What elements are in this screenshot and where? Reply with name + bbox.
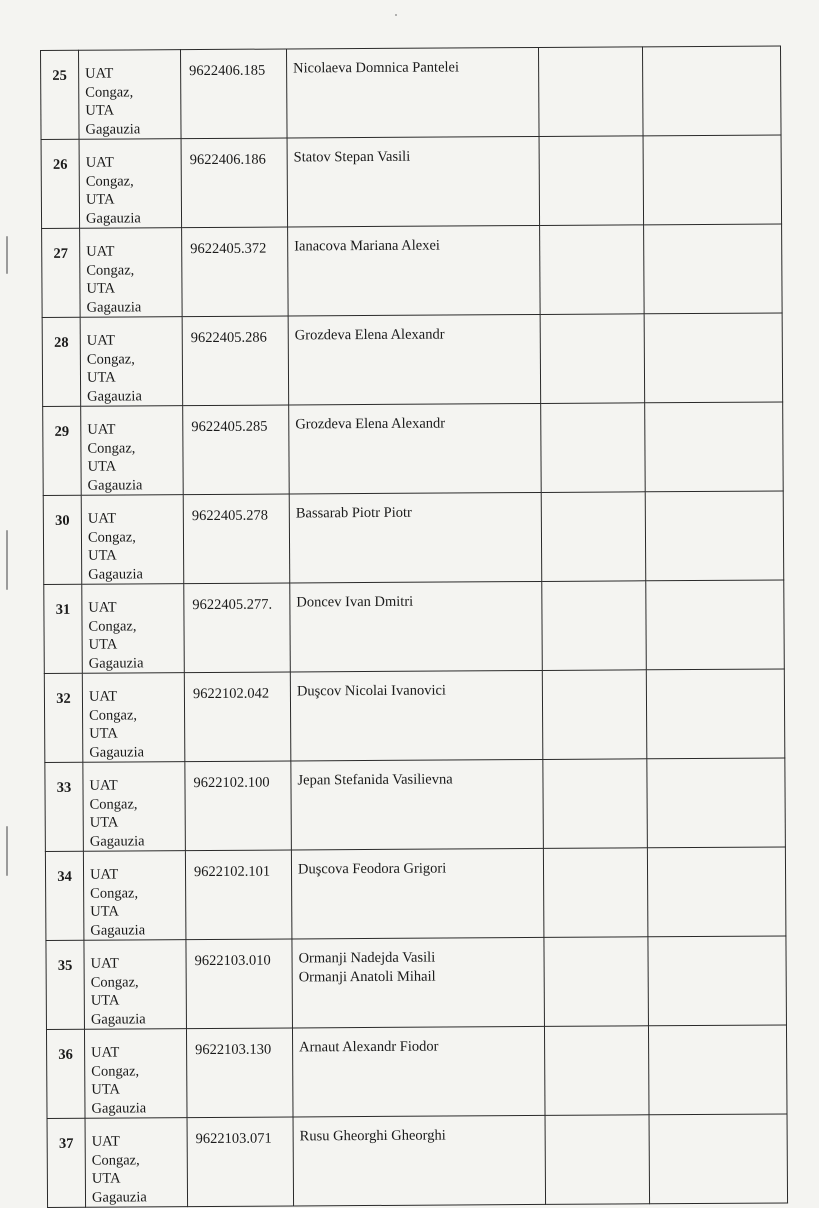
location-line: Congaz, [91, 1151, 140, 1169]
empty-cell [541, 492, 646, 582]
location-line: Gagauzia [88, 565, 144, 583]
location-cell [83, 762, 186, 852]
location-line: UAT [88, 688, 118, 705]
cadastral-code: 9622405.372 [182, 227, 289, 317]
location-line: Gagauzia [87, 387, 142, 405]
empty-cell [648, 1025, 787, 1115]
parcel-table [40, 45, 788, 1208]
location-line: UTA [91, 1081, 121, 1098]
location-line: UAT [89, 777, 118, 794]
empty-cell [540, 314, 645, 404]
empty-cell [542, 581, 647, 671]
table-row [45, 758, 786, 852]
table-row [46, 936, 787, 1030]
location-line: Congaz, [89, 706, 138, 724]
table-row [45, 847, 786, 941]
table-row [41, 46, 782, 140]
location-line: Gagauzia [91, 1188, 147, 1206]
table-row [46, 1025, 787, 1119]
location-line: Gagauzia [88, 654, 144, 672]
row-number: 36 [46, 1029, 85, 1118]
row-number: 29 [43, 406, 82, 495]
owner-name: Duşcova Feodora Grigori [297, 860, 447, 878]
cadastral-code: 9622102.101 [185, 850, 292, 940]
location-cell [79, 139, 182, 229]
empty-cell [649, 1114, 788, 1204]
paper-speck [6, 530, 8, 590]
owner-name: Ormanji Nadejda Vasili [298, 949, 436, 967]
location-line: Congaz, [88, 617, 137, 635]
location-cell [85, 1118, 188, 1208]
row-number: 34 [45, 851, 84, 940]
paper-speck [395, 14, 397, 16]
owner-cell [292, 1026, 545, 1117]
location-line: UAT [91, 1044, 120, 1061]
empty-cell [646, 669, 785, 759]
owner-name: Ormanji Anatoli Mihail [298, 968, 436, 985]
row-number: 26 [41, 139, 80, 228]
location-cell [83, 851, 186, 941]
location-line: UTA [90, 903, 119, 920]
owner-cell [291, 759, 544, 850]
table-row [44, 669, 785, 763]
empty-cell [644, 313, 783, 403]
owner-name: Jepan Stefanida Vasilievna [297, 771, 453, 789]
cadastral-code: 9622102.100 [185, 761, 292, 851]
empty-cell [645, 491, 784, 581]
row-number: 37 [47, 1118, 86, 1207]
location-line: UAT [91, 1133, 120, 1150]
row-number: 30 [43, 495, 82, 584]
owner-cell [293, 1115, 546, 1206]
cadastral-code: 9622405.286 [182, 316, 289, 406]
empty-cell [643, 135, 782, 225]
location-cell [81, 406, 184, 496]
location-line: Gagauzia [91, 1099, 147, 1117]
location-line: Congaz, [87, 528, 136, 546]
location-line: Congaz, [85, 172, 134, 190]
location-line: Congaz, [87, 439, 136, 457]
owner-name: Bassarab Piotr Piotr [295, 504, 412, 522]
location-line: Congaz, [91, 1062, 140, 1080]
location-line: UAT [86, 243, 115, 260]
owner-name: Grozdeva Elena Alexandr [295, 415, 446, 433]
location-line: Gagauzia [85, 120, 141, 138]
location-cell [84, 1029, 187, 1119]
owner-cell [288, 225, 541, 316]
cadastral-code: 9622103.071 [187, 1117, 294, 1207]
location-line: Congaz, [86, 350, 135, 368]
table-row [44, 580, 785, 674]
empty-cell [647, 758, 786, 848]
location-line: UTA [91, 1170, 121, 1187]
location-line: Gagauzia [85, 209, 141, 227]
row-number: 25 [41, 50, 80, 139]
location-cell [82, 673, 185, 763]
cadastral-code: 9622103.010 [186, 939, 293, 1029]
cadastral-code: 9622406.185 [181, 49, 288, 139]
table-row [42, 313, 783, 407]
cadastral-code: 9622103.130 [186, 1028, 293, 1118]
location-line: UAT [88, 599, 117, 616]
location-line: UAT [89, 866, 119, 883]
empty-cell [544, 937, 649, 1027]
owner-name: Rusu Gheorghi Gheorghi [299, 1127, 446, 1145]
empty-cell [543, 848, 648, 938]
location-line: Congaz, [90, 884, 139, 902]
row-number: 27 [42, 228, 81, 317]
owner-cell [291, 848, 544, 939]
owner-cell [286, 47, 539, 138]
owner-cell [287, 136, 540, 227]
location-line: UTA [86, 280, 116, 297]
location-line: UTA [85, 102, 115, 119]
location-cell [80, 317, 183, 407]
location-line: Gagauzia [90, 1010, 146, 1028]
owner-cell [288, 314, 541, 405]
parcel-table-body [41, 46, 788, 1207]
location-line: Gagauzia [87, 476, 143, 494]
table-row [43, 491, 784, 585]
location-line: UTA [88, 636, 118, 653]
location-line: Gagauzia [90, 921, 146, 939]
row-number: 32 [44, 673, 83, 762]
empty-cell [540, 225, 645, 315]
empty-cell [543, 759, 648, 849]
empty-cell [648, 936, 787, 1026]
cadastral-code: 9622102.042 [184, 672, 291, 762]
location-line: UTA [86, 369, 116, 386]
empty-cell [541, 403, 646, 493]
table-row [47, 1114, 788, 1208]
document-page [40, 45, 788, 1208]
location-line: UAT [90, 955, 119, 972]
location-cell [80, 228, 183, 318]
location-line: Gagauzia [89, 743, 145, 761]
location-line: Congaz, [89, 795, 138, 813]
owner-name: Arnaut Alexandr Fiodor [299, 1038, 439, 1056]
location-line: UTA [88, 547, 117, 564]
owner-cell [290, 581, 543, 672]
cadastral-code: 9622405.285 [183, 405, 290, 495]
empty-cell [544, 1026, 649, 1116]
empty-cell [646, 580, 785, 670]
paper-speck [6, 236, 8, 274]
location-line: Congaz, [85, 83, 134, 101]
location-line: UAT [87, 510, 117, 527]
row-number: 35 [46, 940, 85, 1029]
empty-cell [539, 136, 644, 226]
location-line: Congaz, [86, 261, 135, 279]
owner-cell [290, 670, 543, 761]
empty-cell [645, 402, 784, 492]
empty-cell [545, 1115, 650, 1205]
cadastral-code: 9622405.278 [183, 494, 290, 584]
location-line: UTA [87, 458, 117, 475]
location-line: UAT [87, 421, 116, 438]
owner-name: Nicolaeva Domnica Pantelei [293, 59, 460, 77]
location-line: Gagauzia [89, 832, 145, 850]
location-cell [82, 584, 185, 674]
location-line: UTA [90, 992, 120, 1009]
location-cell [81, 495, 184, 585]
row-number: 33 [45, 762, 84, 851]
owner-name: Doncev Ivan Dmitri [296, 593, 414, 611]
location-line: UTA [89, 725, 118, 742]
owner-name: Grozdeva Elena Alexandr [294, 326, 445, 344]
table-row [43, 402, 784, 496]
cadastral-code: 9622405.277. [184, 583, 291, 673]
location-cell [79, 50, 182, 140]
location-line: UAT [85, 154, 114, 171]
location-line: UAT [85, 65, 114, 82]
location-line: UTA [85, 191, 115, 208]
owner-name: Statov Stepan Vasili [293, 148, 411, 166]
owner-cell [289, 492, 542, 583]
row-number: 31 [44, 584, 83, 673]
owner-cell [292, 937, 545, 1028]
location-line: UAT [86, 332, 116, 349]
owner-cell [289, 403, 542, 494]
empty-cell [542, 670, 647, 760]
location-cell [84, 940, 187, 1030]
owner-name: Duşcov Nicolai Ivanovici [296, 682, 446, 700]
table-row [42, 224, 783, 318]
empty-cell [647, 847, 786, 937]
location-line: Gagauzia [86, 298, 142, 316]
paper-speck [6, 826, 8, 876]
row-number: 28 [42, 317, 81, 406]
empty-cell [644, 224, 783, 314]
owner-name: Ianacova Mariana Alexei [294, 237, 440, 255]
empty-cell [642, 46, 781, 136]
location-line: Congaz, [90, 973, 139, 991]
cadastral-code: 9622406.186 [181, 138, 288, 228]
empty-cell [538, 47, 643, 137]
table-row [41, 135, 782, 229]
location-line: UTA [89, 814, 119, 831]
